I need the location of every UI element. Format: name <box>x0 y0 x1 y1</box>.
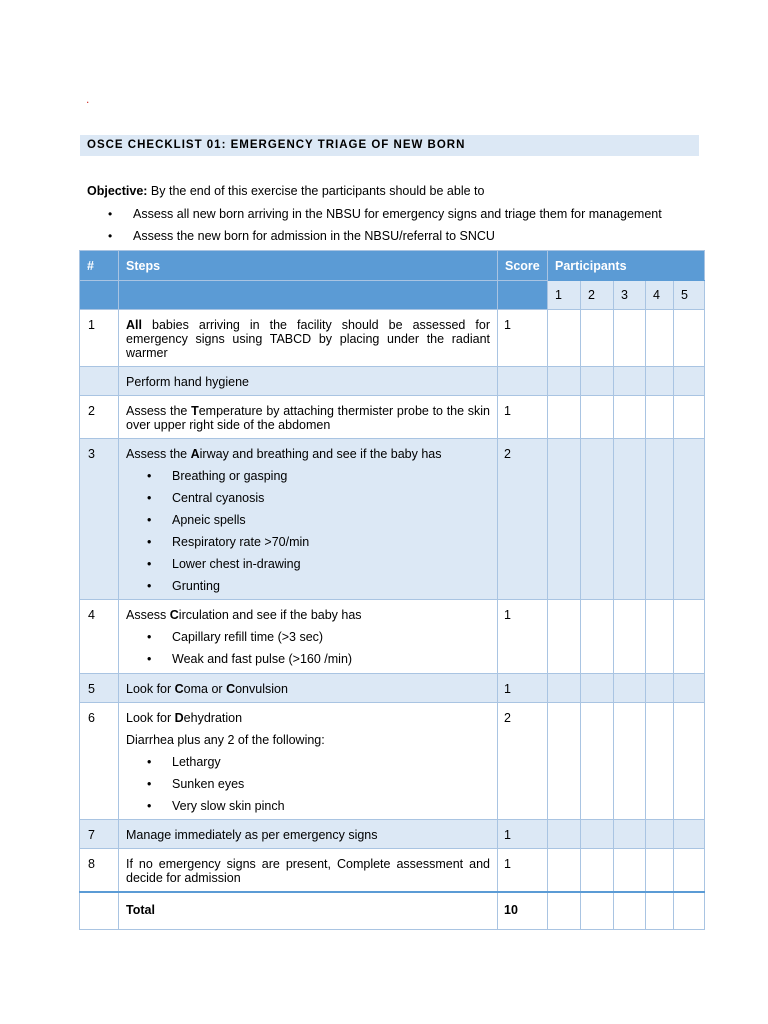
bullet-item: • Weak and fast pulse (>160 /min) <box>126 652 490 666</box>
row-number: 5 <box>80 674 119 703</box>
step-bullets <box>126 755 490 813</box>
participant-number: 4 <box>646 281 674 310</box>
table-row <box>80 674 705 703</box>
table-row <box>80 849 705 893</box>
participant-number: 2 <box>581 281 614 310</box>
table-row <box>80 820 705 849</box>
objective-list <box>87 206 662 250</box>
score-cell[interactable] <box>614 820 646 849</box>
score-cell[interactable] <box>581 892 614 929</box>
row-step <box>119 600 498 674</box>
score-cell[interactable] <box>548 892 581 929</box>
step-bold: C <box>169 608 179 622</box>
step-bullets <box>126 630 490 666</box>
row-number: 8 <box>80 849 119 893</box>
score-cell[interactable] <box>646 703 674 820</box>
row-number: 1 <box>80 310 119 367</box>
checklist-title: OSCE CHECKLIST 01: EMERGENCY TRIAGE OF NEW BORN <box>80 135 699 156</box>
objective <box>87 184 484 198</box>
table-row <box>80 396 705 439</box>
score-cell[interactable] <box>548 396 581 439</box>
bullet-item: • Very slow skin pinch <box>126 799 490 813</box>
bullet-item: • Central cyanosis <box>126 491 490 505</box>
step-text: irculation and see if the baby has <box>178 608 362 622</box>
score-cell[interactable] <box>614 396 646 439</box>
score-cell[interactable] <box>614 703 646 820</box>
score-cell[interactable] <box>548 367 581 396</box>
row-number: 3 <box>80 439 119 600</box>
objective-item: • Assess all new born arriving in the NBSU for emergency signs and triage them for management <box>87 206 662 228</box>
step-bold: D <box>174 711 184 725</box>
step-text: If no emergency signs are present, Complete assessment and decide for admission <box>126 857 490 885</box>
header-blank <box>80 281 119 310</box>
row-step <box>119 367 498 396</box>
score-cell[interactable] <box>548 849 581 893</box>
step-bold: A <box>190 447 200 461</box>
checklist-table <box>79 250 705 930</box>
row-number: 7 <box>80 820 119 849</box>
score-cell[interactable] <box>674 600 705 674</box>
step-text: Assess <box>126 608 170 622</box>
participant-number: 1 <box>548 281 581 310</box>
participant-number: 5 <box>674 281 705 310</box>
bullet-item: • Lethargy <box>126 755 490 769</box>
table-row <box>80 703 705 820</box>
score-cell[interactable] <box>674 892 705 929</box>
score-cell[interactable] <box>581 600 614 674</box>
row-step <box>119 703 498 820</box>
row-score: 1 <box>498 674 548 703</box>
score-cell[interactable] <box>674 674 705 703</box>
row-number: 6 <box>80 703 119 820</box>
score-cell[interactable] <box>614 439 646 600</box>
score-cell[interactable] <box>581 674 614 703</box>
participant-number: 3 <box>614 281 646 310</box>
table-row <box>80 310 705 367</box>
step-text: Perform hand hygiene <box>126 375 249 389</box>
step-text: oma or <box>183 682 227 696</box>
bullet-item: • Grunting <box>126 579 490 593</box>
bullet-item: • Breathing or gasping <box>126 469 490 483</box>
score-cell[interactable] <box>646 600 674 674</box>
row-score: 1 <box>498 849 548 893</box>
score-cell[interactable] <box>548 703 581 820</box>
score-cell[interactable] <box>581 310 614 367</box>
score-cell[interactable] <box>646 396 674 439</box>
score-cell[interactable] <box>548 439 581 600</box>
step-bold: C <box>174 682 184 696</box>
table-row <box>80 600 705 674</box>
score-cell[interactable] <box>581 849 614 893</box>
step-text: emperature by attaching thermister probe to the skin over upper right side of the abdomen <box>126 404 490 432</box>
header-row <box>80 251 705 281</box>
row-score <box>498 367 548 396</box>
bullet-item: • Respiratory rate >70/min <box>126 535 490 549</box>
row-number: 2 <box>80 396 119 439</box>
header-blank <box>119 281 498 310</box>
row-number: 4 <box>80 600 119 674</box>
score-cell[interactable] <box>646 820 674 849</box>
step-text: Manage immediately as per emergency signs <box>126 828 378 842</box>
row-step <box>119 849 498 893</box>
score-cell[interactable] <box>548 600 581 674</box>
score-cell[interactable] <box>548 820 581 849</box>
total-label: Total <box>119 892 498 929</box>
step-text: Look for <box>126 682 175 696</box>
row-score: 1 <box>498 396 548 439</box>
stray-dot: . <box>86 92 90 106</box>
score-cell[interactable] <box>614 600 646 674</box>
step-text: ehydration <box>183 711 243 725</box>
step-text: Look for <box>126 711 175 725</box>
score-cell[interactable] <box>674 849 705 893</box>
score-cell[interactable] <box>614 367 646 396</box>
row-step <box>119 674 498 703</box>
step-bold: C <box>226 682 236 696</box>
header-participants: Participants <box>548 251 705 281</box>
score-cell[interactable] <box>646 310 674 367</box>
row-number <box>80 892 119 929</box>
table-row <box>80 367 705 396</box>
score-cell[interactable] <box>581 396 614 439</box>
step-bold: All <box>126 318 142 332</box>
score-cell[interactable] <box>646 674 674 703</box>
score-cell[interactable] <box>674 439 705 600</box>
step-bold: T <box>191 404 199 418</box>
header-score: Score <box>498 251 548 281</box>
header-steps: Steps <box>119 251 498 281</box>
row-score: 2 <box>498 439 548 600</box>
row-step <box>119 396 498 439</box>
step-text: babies arriving in the facility should be assessed for emergency signs using TABCD by placing under the radiant warmer <box>126 318 490 360</box>
row-score: 1 <box>498 600 548 674</box>
score-cell[interactable] <box>548 310 581 367</box>
objective-text: By the end of this exercise the participants should be able to <box>147 184 485 198</box>
score-cell[interactable] <box>674 703 705 820</box>
objective-item: • Assess the new born for admission in the NBSU/referral to SNCU <box>87 228 662 250</box>
score-cell[interactable] <box>674 310 705 367</box>
score-cell[interactable] <box>674 820 705 849</box>
bullet-item: • Lower chest in-drawing <box>126 557 490 571</box>
objective-label: Objective: <box>87 184 148 198</box>
score-cell[interactable] <box>581 439 614 600</box>
table-row <box>80 439 705 600</box>
score-cell[interactable] <box>614 674 646 703</box>
total-row <box>80 892 705 929</box>
row-step <box>119 439 498 600</box>
row-score: 1 <box>498 820 548 849</box>
score-cell[interactable] <box>674 396 705 439</box>
row-number <box>80 367 119 396</box>
header-num: # <box>80 251 119 281</box>
header-subrow <box>80 281 705 310</box>
score-cell[interactable] <box>674 367 705 396</box>
bullet-item: • Sunken eyes <box>126 777 490 791</box>
score-cell[interactable] <box>646 849 674 893</box>
step-text: Assess the <box>126 447 191 461</box>
total-score: 10 <box>498 892 548 929</box>
step-text: irway and breathing and see if the baby has <box>199 447 442 461</box>
score-cell[interactable] <box>646 367 674 396</box>
score-cell[interactable] <box>581 367 614 396</box>
bullet-item: • Apneic spells <box>126 513 490 527</box>
bullet-item: • Capillary refill time (>3 sec) <box>126 630 490 644</box>
score-cell[interactable] <box>646 892 674 929</box>
score-cell[interactable] <box>548 674 581 703</box>
score-cell[interactable] <box>614 892 646 929</box>
step-extra: Diarrhea plus any 2 of the following: <box>126 733 325 747</box>
score-cell[interactable] <box>581 820 614 849</box>
row-step <box>119 820 498 849</box>
row-score: 1 <box>498 310 548 367</box>
step-text: onvulsion <box>235 682 288 696</box>
score-cell[interactable] <box>614 310 646 367</box>
header-blank <box>498 281 548 310</box>
step-text: Assess the <box>126 404 192 418</box>
row-score: 2 <box>498 703 548 820</box>
step-bullets <box>126 469 490 593</box>
score-cell[interactable] <box>581 703 614 820</box>
score-cell[interactable] <box>614 849 646 893</box>
score-cell[interactable] <box>646 439 674 600</box>
row-step <box>119 310 498 367</box>
